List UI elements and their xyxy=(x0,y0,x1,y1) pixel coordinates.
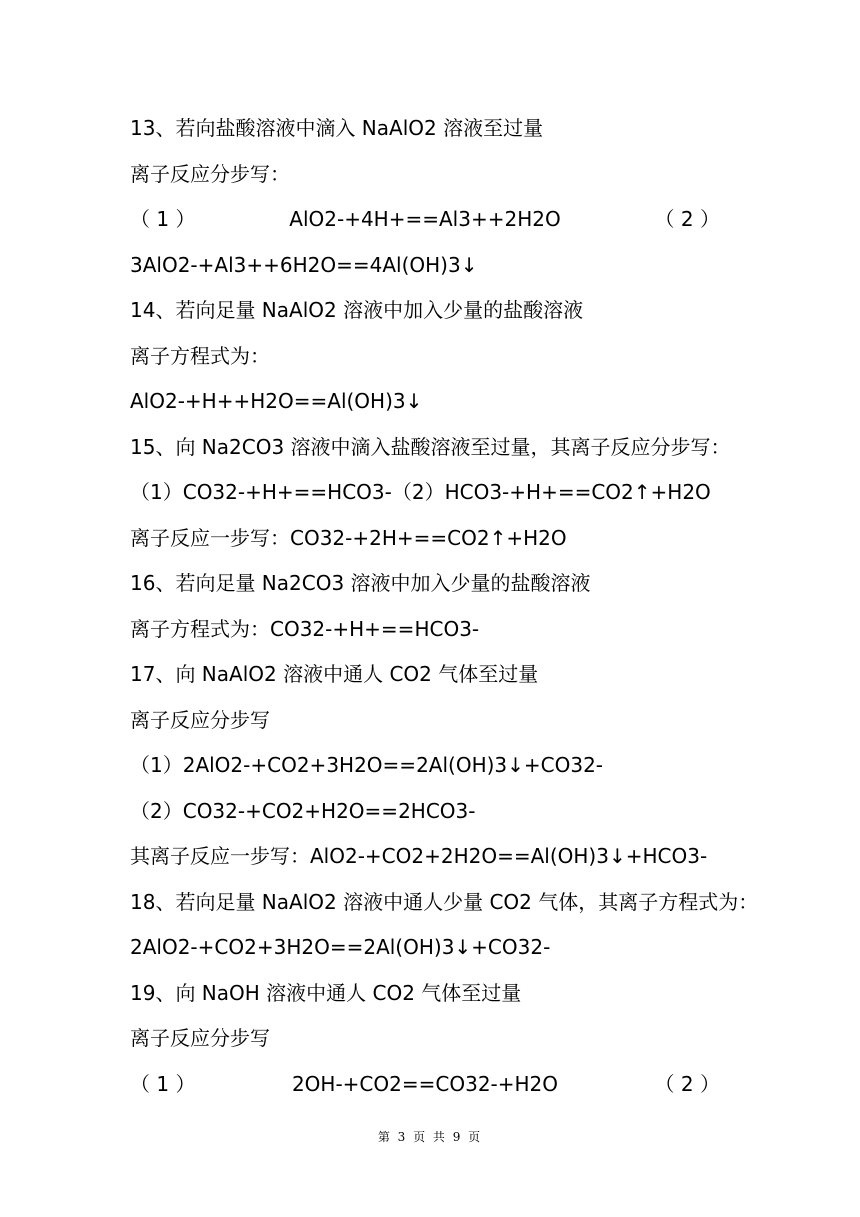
text-line: 离子反应分步写 xyxy=(130,707,270,732)
equation-line xyxy=(130,1068,720,1114)
text-line: 离子反应分步写： xyxy=(130,161,290,186)
text-line: 离子反应一步写：CO32-+2H+==CO2↑+H2O xyxy=(130,525,567,550)
text-line: 15、向 Na2CO3 溶液中滴入盐酸溶液至过量，其离子反应分步写： xyxy=(130,434,731,459)
text-line: 14、若向足量 NaAlO2 溶液中加入少量的盐酸溶液 xyxy=(130,298,584,322)
text-line: 离子方程式为： xyxy=(130,343,270,368)
equation-text: AlO2-+4H+==Al3++2H2O xyxy=(289,207,561,231)
text-line: 2AlO2-+CO2+3H2O==2Al(OH)3↓+CO32- xyxy=(130,935,551,959)
document-body xyxy=(130,112,759,1113)
step-label: （ 1 ） xyxy=(130,1071,196,1096)
text-line: （1）2AlO2-+CO2+3H2O==2Al(OH)3↓+CO32- xyxy=(130,753,604,777)
equation-line xyxy=(130,203,720,249)
step-label: （ 2 ） xyxy=(654,1071,720,1096)
text-line: （2）CO32-+CO2+H2O==2HCO3- xyxy=(130,798,476,823)
step-label: （ 1 ） xyxy=(130,207,196,231)
text-line: （1）CO32-+H+==HCO3-（2）HCO3-+H+==CO2↑+H2O xyxy=(130,480,711,504)
text-line: 13、若向盐酸溶液中滴入 NaAlO2 溶液至过量 xyxy=(130,116,544,140)
text-line: 16、若向足量 Na2CO3 溶液中加入少量的盐酸溶液 xyxy=(130,571,591,595)
text-line: 其离子反应一步写：AlO2-+CO2+2H2O==Al(OH)3↓+HCO3- xyxy=(130,844,708,868)
text-line: 17、向 NaAlO2 溶液中通人 CO2 气体至过量 xyxy=(130,662,539,686)
text-line: 离子反应分步写 xyxy=(130,1026,270,1050)
equation-text: 2OH-+CO2==CO32-+H2O xyxy=(291,1071,559,1096)
text-line: AlO2-+H++H2O==Al(OH)3↓ xyxy=(130,389,423,413)
step-label: （ 2 ） xyxy=(654,207,720,231)
text-line: 19、向 NaOH 溶液中通人 CO2 气体至过量 xyxy=(130,980,522,1005)
page-footer: 第 3 页 共 9 页 xyxy=(377,1130,483,1144)
text-line: 3AlO2-+Al3++6H2O==4Al(OH)3↓ xyxy=(130,252,478,277)
text-line: 18、若向足量 NaAlO2 溶液中通人少量 CO2 气体，其离子方程式为： xyxy=(130,889,759,914)
text-line: 离子方程式为：CO32-+H+==HCO3- xyxy=(130,616,480,641)
